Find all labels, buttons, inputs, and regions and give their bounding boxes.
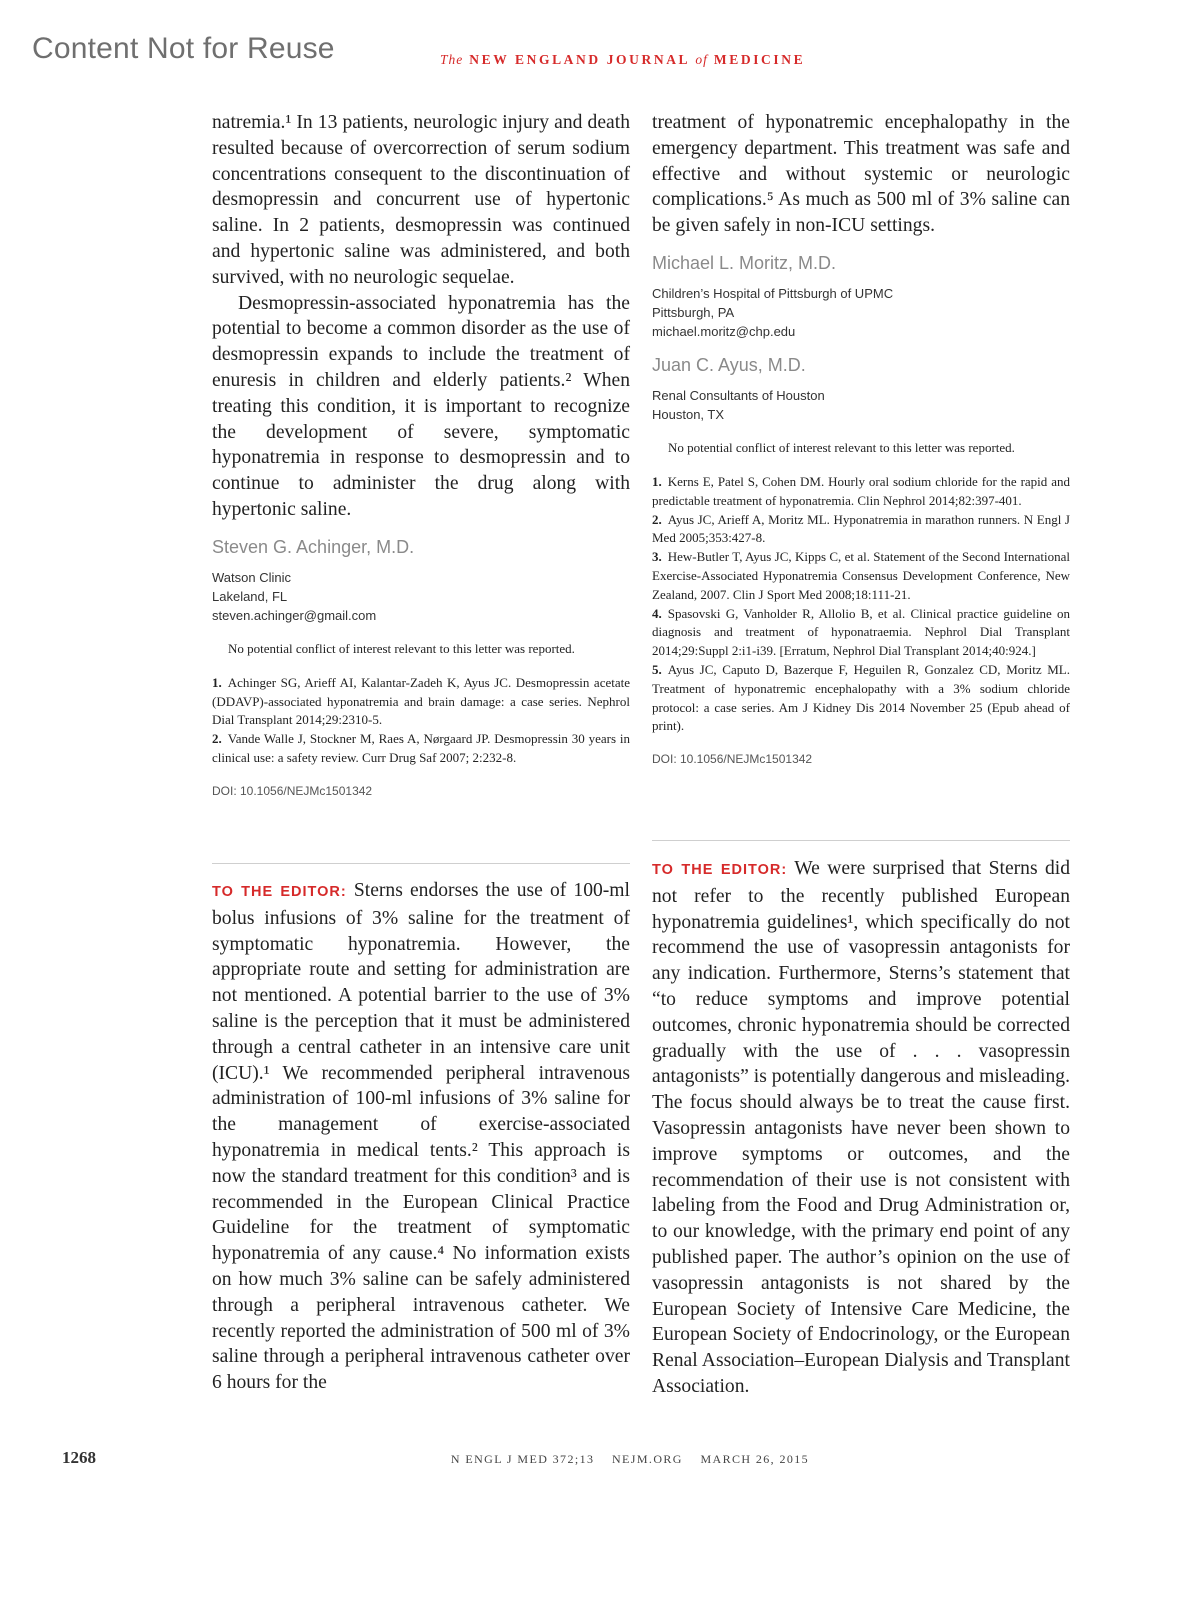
reference-text: Hew-Butler T, Ayus JC, Kipps C, et al. Statement of the Second International Exercise-Associated Hyponatremia Consensus Development Conference, New Zealand, 2007. Clin J Sport Med 2008;18:111-21. <box>652 549 1070 602</box>
left-bottom-letter <box>212 878 630 1396</box>
reference-number: 1. <box>652 473 662 489</box>
reference-number: 1. <box>212 674 222 690</box>
right-top-letter <box>652 110 1070 766</box>
letter-body <box>212 878 630 1396</box>
author-email[interactable]: steven.achinger@gmail.com <box>212 607 377 623</box>
reference-number: 3. <box>652 549 662 565</box>
journal-citation: N ENGL J MED 372;13 NEJM.ORG MARCH 26, 2015 <box>450 1452 810 1466</box>
reference-text: Spasovski G, Vanholder R, Allolio B, et al. Clinical practice guideline on diagnosis and treatment of hyponatraemia. Nephrol Dial Transplant 2014;29:Suppl 2:i1-i39. [Erratum, Nephrol Dial Transplant 2014;40:924.] <box>652 605 1070 659</box>
reference-number: 2. <box>652 511 662 527</box>
author-affiliation <box>652 386 1070 424</box>
author-email[interactable]: michael.moritz@chp.edu <box>652 323 796 339</box>
running-head-mid: of <box>695 52 708 67</box>
section-divider <box>212 863 630 864</box>
left-top-paragraph-2: Desmopressin-associated hyponatremia has the potential to become a common disorder as the use of desmopressin expands to include the treatment of enuresis in children and elderly patients.² When treating this condition, it is important to recognize the development of severe, symptomatic hyponatremia in response to desmopressin and to continue to administer the drug along with hypertonic saline. <box>212 292 630 520</box>
running-head <box>0 52 1200 68</box>
right-top-paragraph-1: treatment of hyponatremic encephalopathy in the emergency department. This treatment was safe and effective and without systemic or neurologic complications.⁵ As much as 500 ml of 3% saline can be given safely in non-ICU settings. <box>652 112 1070 237</box>
reference-item <box>212 674 630 730</box>
left-top-letter <box>212 110 630 798</box>
running-head-main: NEW ENGLAND JOURNAL <box>469 52 690 67</box>
reference-list <box>652 473 1070 736</box>
reference-item <box>652 511 1070 549</box>
reference-text: Vande Walle J, Stockner M, Raes A, Nørgaard JP. Desmopressin 30 years in clinical use: a safety review. Curr Drug Saf 2007; 2:232-8. <box>212 731 630 765</box>
reference-number: 2. <box>212 731 222 747</box>
affiliation-line: Renal Consultants of Houston <box>652 387 825 403</box>
reference-number: 4. <box>652 605 662 621</box>
reference-item <box>212 730 630 768</box>
running-head-pre: The <box>440 52 464 67</box>
to-the-editor-lead: TO THE EDITOR: <box>652 862 788 878</box>
author-name: Juan C. Ayus, M.D. <box>652 354 806 375</box>
reference-number: 5. <box>652 661 662 677</box>
reference-text: Ayus JC, Arieff A, Moritz ML. Hyponatremia in marathon runners. N Engl J Med 2005;353:427-8. <box>652 511 1070 546</box>
affiliation-line: Watson Clinic <box>212 569 291 585</box>
reference-list <box>212 674 630 768</box>
author-affiliation <box>212 568 630 625</box>
reference-text: Achinger SG, Arieff AI, Kalantar-Zadeh K, Ayus JC. Desmopressin acetate (DDAVP)-associated hyponatremia and brain damage: a case series. Nephrol Dial Transplant 2014;29:2310-5. <box>212 674 630 728</box>
reference-item <box>652 548 1070 604</box>
running-head-end: MEDICINE <box>713 52 806 67</box>
conflict-of-interest: No potential conflict of interest relevant to this letter was reported. <box>668 439 1015 455</box>
doi-link[interactable]: DOI: 10.1056/NEJMc1501342 <box>652 752 813 767</box>
right-bottom-letter <box>652 856 1070 1400</box>
conflict-of-interest: No potential conflict of interest relevant to this letter was reported. <box>228 640 575 656</box>
affiliation-line: Children’s Hospital of Pittsburgh of UPMC <box>652 285 894 301</box>
letter-text: Sterns endorses the use of 100-ml bolus infusions of 3% saline for the treatment of symptomatic hyponatremia. However, the appropriate route and setting for administration are not mentioned. A potential barrier to the use of 3% saline is the perception that it must be administered through a central catheter in an intensive care unit (ICU).¹ We recommended peripheral intravenous administration of 100-ml infusions of 3% saline for the management of exercise-associated hyponatremia in medical tents.² This approach is now the standard treatment for this condition³ and is recommended in the European Clinical Practice Guideline for the treatment of symptomatic hyponatremia of any cause.⁴ No information exists on how much 3% saline can be safely administered through a peripheral intravenous catheter. We recently reported the administration of 500 ml of 3% saline through a peripheral intravenous catheter over 6 hours for the <box>212 880 630 1394</box>
letter-text: We were surprised that Sterns did not refer to the recently published European hyponatremia guidelines¹, which specifically do not recommend the use of vasopressin antagonists for any indication. Furthermore, Sterns’s statement that “to reduce symptoms and improve potential outcomes, chronic hyponatremia should be corrected gradually with the use of . . . vasopressin antagonists” is potentially dangerous and misleading. The focus should always be to treat the cause first. Vasopressin antagonists have never been shown to improve symptoms or outcomes, and the recommendation of their use is not consistent with labeling from the Food and Drug Administration or, to our knowledge, with the primary end point of any published paper. The author’s opinion on the use of vasopressin antagonists is not shared by the European Society of Intensive Care Medicine, the European Society of Endocrinology, or the European Renal Association–European Dialysis and Transplant Association. <box>652 858 1070 1397</box>
section-divider <box>652 840 1070 841</box>
left-top-paragraph-1: natremia.¹ In 13 patients, neurologic injury and death resulted because of overcorrection of serum sodium concentrations consequent to the discontinuation of desmopressin and concurrent use of hypertonic saline. In 2 patients, desmopressin was continued and hypertonic saline was administered, and both survived, with no neurologic sequelae. <box>212 112 630 288</box>
affiliation-line: Houston, TX <box>652 406 725 422</box>
reference-item <box>652 661 1070 736</box>
reference-text: Ayus JC, Caputo D, Bazerque F, Heguilen R, Gonzalez CD, Moritz ML. Treatment of hyponatremic encephalopathy with a 3% sodium chloride protocol: a case series. Am J Kidney Dis 2014 November 25 (Epub ahead of print). <box>652 661 1070 734</box>
page-number: 1268 <box>62 1448 96 1467</box>
author-name: Steven G. Achinger, M.D. <box>212 536 415 557</box>
affiliation-line: Pittsburgh, PA <box>652 304 735 320</box>
author-name: Michael L. Moritz, M.D. <box>652 252 837 273</box>
letter-body <box>652 856 1070 1400</box>
to-the-editor-lead: TO THE EDITOR: <box>212 884 347 900</box>
author-affiliation <box>652 284 1070 341</box>
affiliation-line: Lakeland, FL <box>212 588 288 604</box>
reference-item <box>652 473 1070 511</box>
doi-link[interactable]: DOI: 10.1056/NEJMc1501342 <box>212 783 373 798</box>
reference-item <box>652 605 1070 661</box>
reference-text: Kerns E, Patel S, Cohen DM. Hourly oral sodium chloride for the rapid and predictable treatment of hyponatremia. Clin Nephrol 2014;82:397-401. <box>652 473 1070 508</box>
watermark: Content Not for Reuse <box>32 32 335 65</box>
